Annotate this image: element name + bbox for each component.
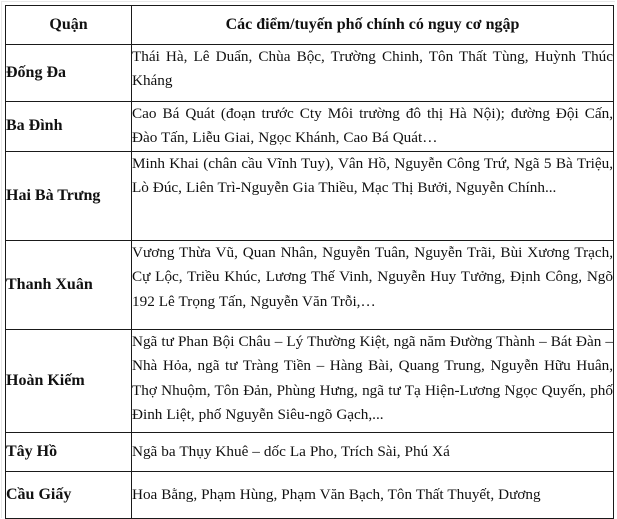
streets-cell: Cao Bá Quát (đoạn trước Cty Môi trường đô thị Hà Nội); đường Đội Cấn, Đào Tấn, Liễu Giai, Ngọc Khánh, Cao Bá Quát…: [132, 102, 614, 152]
table-row: [6, 329, 614, 432]
district-cell: Cầu Giấy: [6, 471, 132, 518]
table-row: [6, 151, 614, 240]
streets-cell: Ngã tư Phan Bội Châu – Lý Thường Kiệt, ngã năm Đường Thành – Bát Đàn – Nhà Hỏa, ngã tư Tràng Tiền – Hàng Bài, Quang Trung, Nguyễn Hữu Huân, Thợ Nhuộm, Tôn Đản, Phùng Hưng, ngã tư Tạ Hiện-Lương Ngọc Quyến, phố Đinh Liệt, phố Nguyễn Siêu-ngõ Gạch,...: [132, 329, 614, 432]
district-cell: Hai Bà Trưng: [6, 151, 132, 240]
streets-cell: Minh Khai (chân cầu Vĩnh Tuy), Vân Hồ, Nguyễn Công Trứ, Ngã 5 Bà Triệu, Lò Đúc, Liên Trì-Nguyễn Gia Thiều, Mạc Thị Bưởi, Nguyễn Chính...: [132, 151, 614, 240]
table-row: [6, 471, 614, 518]
district-cell: Thanh Xuân: [6, 240, 132, 329]
district-cell: Đống Đa: [6, 45, 132, 102]
table-header-row: [6, 6, 614, 45]
streets-cell: Thái Hà, Lê Duẩn, Chùa Bộc, Trường Chinh, Tôn Thất Tùng, Huỳnh Thúc Kháng: [132, 45, 614, 102]
streets-cell: Ngã ba Thụy Khuê – dốc La Pho, Trích Sài, Phú Xá: [132, 432, 614, 471]
table-row: [6, 102, 614, 152]
table-row: [6, 240, 614, 329]
flood-risk-table: [5, 5, 614, 519]
table-row: [6, 432, 614, 471]
streets-cell: Vương Thừa Vũ, Quan Nhân, Nguyễn Tuân, Nguyễn Trãi, Bùi Xương Trạch, Cự Lộc, Triều Khúc, Lương Thế Vinh, Nguyễn Huy Tưởng, Định Công, Ngõ 192 Lê Trọng Tấn, Nguyễn Văn Trỗi,…: [132, 240, 614, 329]
district-cell: Ba Đình: [6, 102, 132, 152]
streets-cell: Hoa Bằng, Phạm Hùng, Phạm Văn Bạch, Tôn Thất Thuyết, Dương: [132, 471, 614, 518]
table-row: [6, 45, 614, 102]
district-cell: Hoàn Kiếm: [6, 329, 132, 432]
streets-column-header: Các điểm/tuyến phố chính có nguy cơ ngập: [132, 6, 614, 45]
district-column-header: Quận: [6, 6, 132, 45]
document-page: [1, 1, 615, 518]
district-cell: Tây Hồ: [6, 432, 132, 471]
